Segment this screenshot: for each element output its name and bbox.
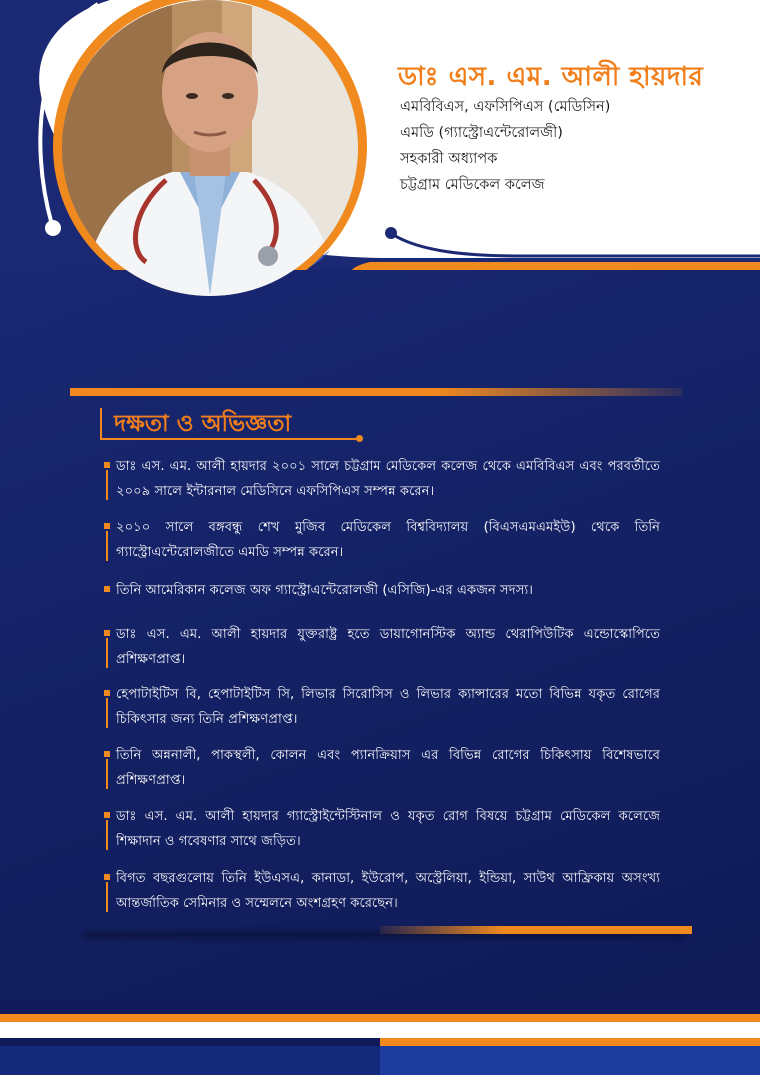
doctor-name: ডাঃ এস. এম. আলী হায়দার (398, 62, 704, 92)
experience-item-text: বিগত বছরগুলোয় তিনি ইউএসএ, কানাডা, ইউরোপ, অস্ট্রেলিয়া, ইন্ডিয়া, সাউথ আফ্রিকায় অসংখ্য আন্তর্জাতিক সেমিনার ও সম্মেলনে অংশগ্রহণ করেছেন। (116, 871, 660, 911)
bullet-marker (104, 745, 110, 787)
experience-item-text: ২০১০ সালে বঙ্গবন্ধু শেখ মুজিব মেডিকেল বিশ্ববিদ্যালয় (বিএসএমএমইউ) থেকে তিনি গ্যাস্ট্রোএন্টেরোলজীতে এমডি সম্পন্ন করেন। (116, 520, 660, 560)
section-title: দক্ষতা ও অভিজ্ঞতা (114, 411, 292, 437)
bullet-marker (104, 580, 110, 622)
bullet-marker (104, 456, 110, 498)
bullet-marker (104, 806, 110, 848)
credential-degree: এমবিবিএস, এফসিপিএস (মেডিসিন) (400, 99, 611, 115)
panel-bottom-accent (380, 926, 692, 934)
experience-item-text: হেপাটাইটিস বি, হেপাটাইটিস সি, লিভার সিরোসিস ও লিভার ক্যান্সারের মতো বিভিন্ন যকৃত রোগের চিকিৎসার জন্য তিনি প্রশিক্ষণপ্রাপ্ত। (116, 687, 660, 727)
experience-item-text: তিনি আমেরিকান কলেজ অফ গ্যাস্ট্রোএন্টেরোলজী (এসিজি)-এর একজন সদস্য। (116, 583, 533, 598)
footer-stripes (0, 1000, 760, 1075)
experience-item-text: তিনি অন্ননালী, পাকস্থলী, কোলন এবং প্যানক্রিয়াস এর বিভিন্ন রোগের চিকিৎসায় বিশেষভাবে প্রশিক্ষণপ্রাপ্ত। (116, 748, 660, 788)
credential-position: সহকারী অধ্যাপক (400, 151, 498, 167)
bullet-marker (104, 517, 110, 559)
credential-institution: চট্টগ্রাম মেডিকেল কলেজ (400, 177, 545, 193)
bullet-marker (104, 684, 110, 726)
panel-top-accent (70, 388, 682, 396)
section-title-dot (356, 435, 363, 442)
doctor-portrait (62, 0, 358, 296)
credential-md: এমডি (গ্যাস্ট্রোএন্টেরোলজী) (400, 125, 563, 141)
experience-item-text: ডাঃ এস. এম. আলী হায়দার ২০০১ সালে চট্টগ্রাম মেডিকেল কলেজ থেকে এমবিবিএস এবং পরবর্তীতে ২০০৯ সালে ইন্টারনাল মেডিসিনে এফসিপিএস সম্পন্ন করেন। (116, 459, 660, 499)
bullet-marker (104, 868, 110, 910)
bullet-marker (104, 624, 110, 666)
experience-item-text: ডাঃ এস. এম. আলী হায়দার যুক্তরাষ্ট্র হতে ডায়াগোনস্টিক অ্যান্ড থেরাপিউটিক এন্ডোস্কোপিতে প্রশিক্ষণপ্রাপ্ত। (116, 627, 660, 667)
experience-item-text: ডাঃ এস. এম. আলী হায়দার গ্যাস্ট্রোইন্টেস্টিনাল ও যকৃত রোগ বিষয়ে চট্টগ্রাম মেডিকেল কলেজে শিক্ষাদান ও গবেষণার সাথে জড়িত। (116, 809, 660, 849)
